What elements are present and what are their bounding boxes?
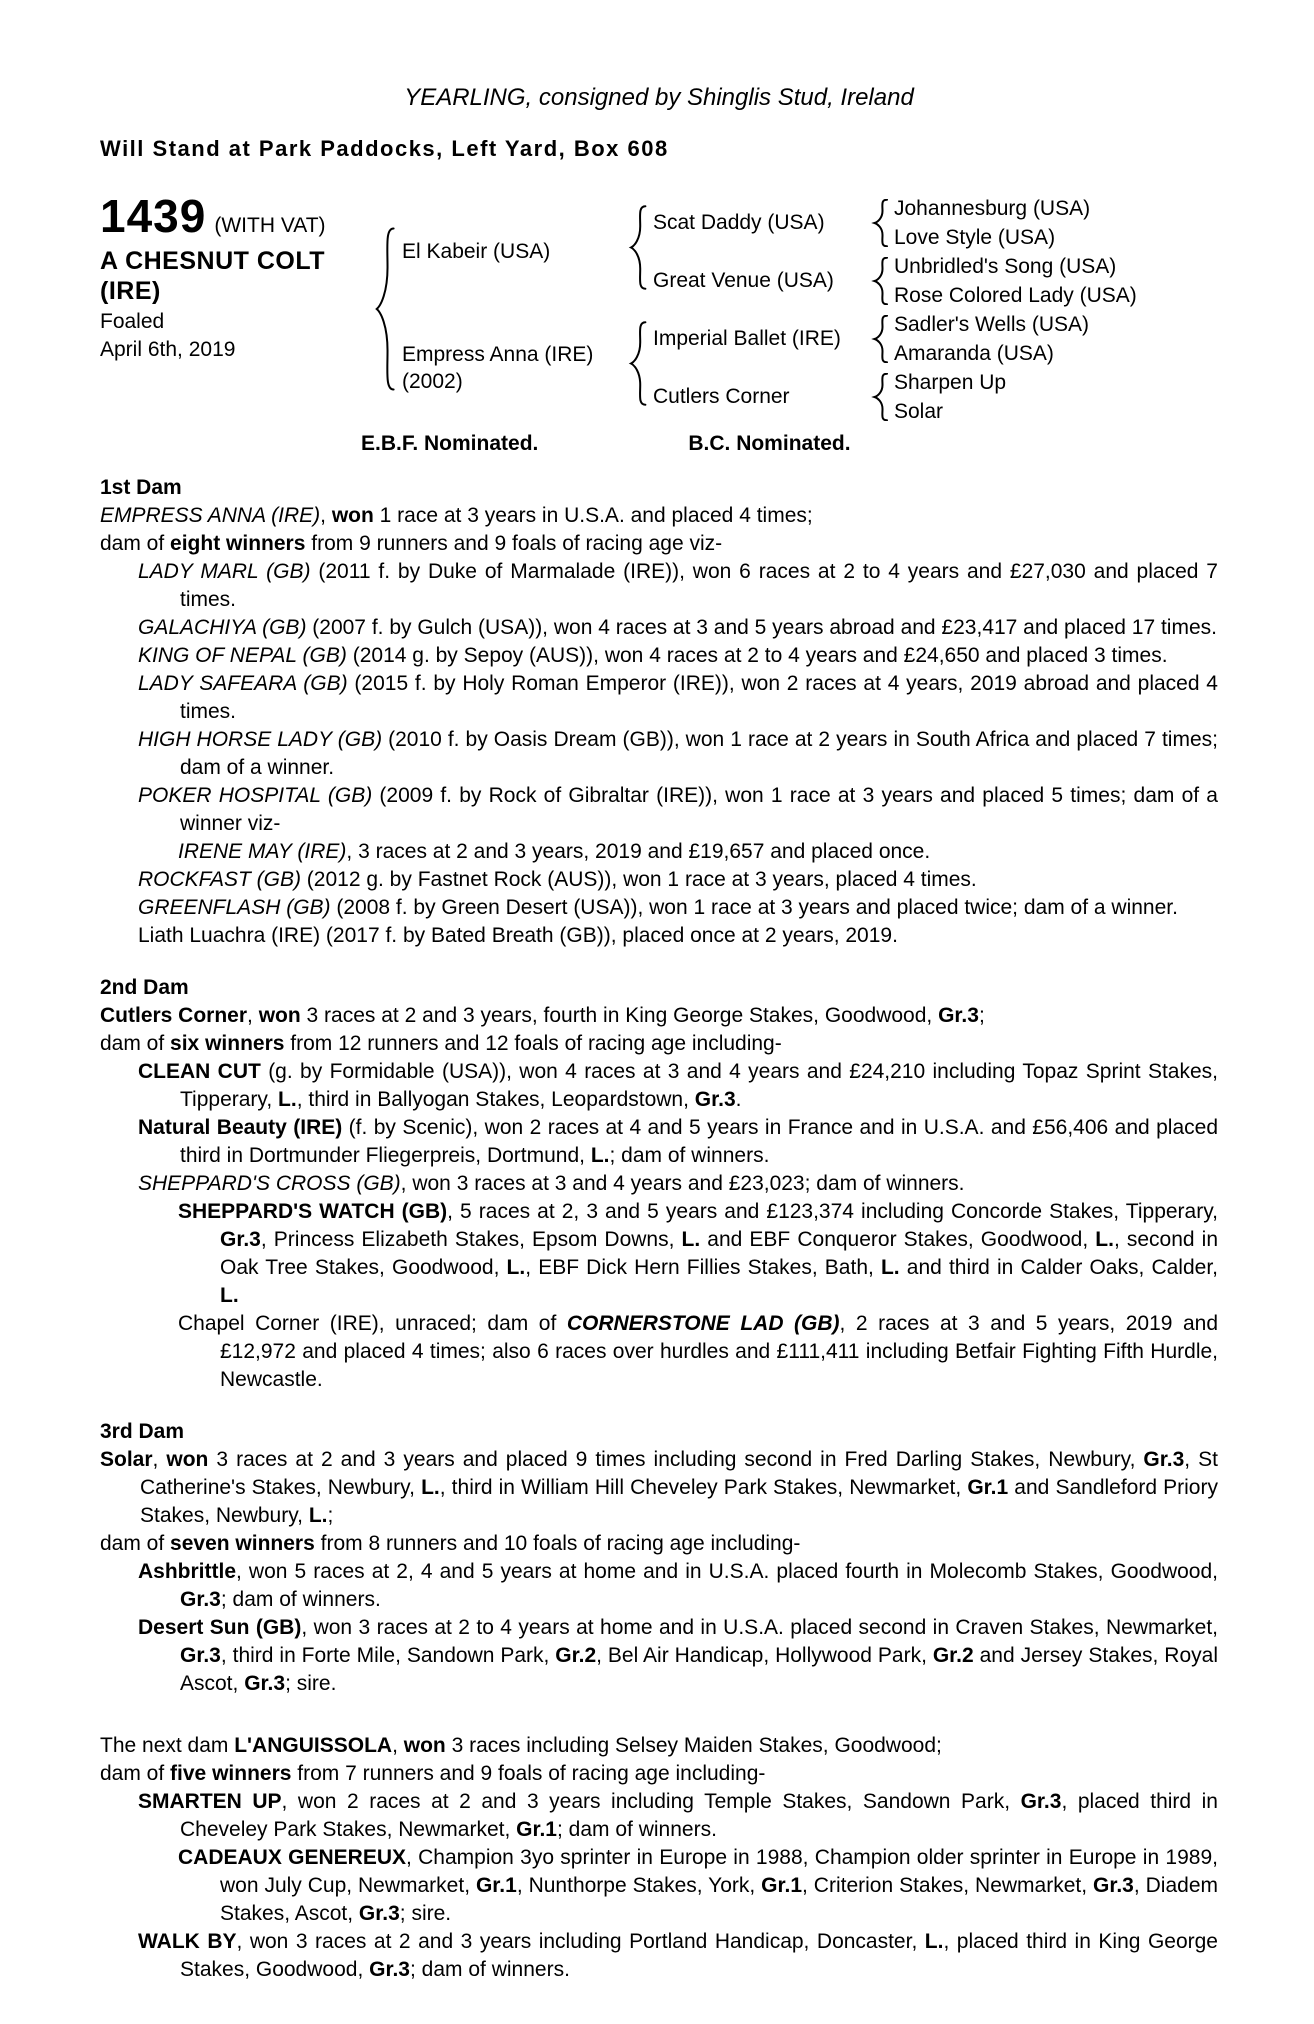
catalog-paragraph: SHEPPARD'S CROSS (GB), won 3 races at 3 and 4 years and £23,023; dam of winners. (138, 1172, 965, 1195)
horse-description-line2: (IRE) (100, 277, 161, 305)
section-paragraphs (100, 1002, 1218, 1394)
pedigree-brace-icon (627, 205, 650, 290)
lot-info (100, 190, 372, 426)
section-paragraphs (100, 502, 1218, 950)
catalog-section (100, 1418, 1218, 1698)
catalog-paragraph: Ashbrittle, won 5 races at 2, 4 and 5 years at home and in U.S.A. placed fourth in Molecomb Stakes, Goodwood, Gr.3; dam of winners. (138, 1560, 1218, 1611)
section-paragraphs (100, 1732, 1218, 1984)
catalog-paragraph: LADY SAFEARA (GB) (2015 f. by Holy Roman Emperor (IRE)), won 2 races at 4 years, 2019 abroad and placed 4 times. (138, 672, 1218, 723)
pedigree-dam-dam: Cutlers Corner (653, 385, 790, 408)
pedigree-ancestor: Solar (894, 399, 944, 423)
lot-number: 1439 (100, 190, 207, 242)
catalog-paragraph: dam of seven winners from 8 runners and 10 foals of racing age including- (100, 1532, 801, 1555)
dam-heading: 3rd Dam (100, 1420, 185, 1443)
foaled-label: Foaled (100, 310, 165, 333)
pedigree-ancestor: Love Style (USA) (894, 225, 1056, 249)
catalog-section (100, 474, 1218, 950)
pedigree-ancestor: Unbridled's Song (USA) (894, 254, 1117, 278)
catalog-paragraph: POKER HOSPITAL (GB) (2009 f. by Rock of Gibraltar (IRE)), won 1 race at 3 years and placed 5 times; dam of a winner viz- (138, 784, 1218, 835)
section-paragraphs (100, 1446, 1218, 1698)
pedigree-dam: Empress Anna (IRE) (2002) (402, 343, 594, 393)
pedigree-brace-icon (627, 321, 650, 406)
pedigree-ancestor: Sadler's Wells (USA) (894, 312, 1089, 336)
pedigree-brace-icon (871, 257, 891, 305)
catalog-paragraph: CLEAN CUT (g. by Formidable (USA)), won 4 races at 3 and 4 years and £24,210 including Topaz Sprint Stakes, Tipperary, L., third in Ballyogan Stakes, Leopardstown, Gr.3. (138, 1060, 1218, 1111)
pedigree-brace-icon (871, 199, 891, 247)
pedigree-sire-sire: Scat Daddy (USA) (653, 211, 825, 234)
catalog-paragraph: EMPRESS ANNA (IRE), won 1 race at 3 years in U.S.A. and placed 4 times; (100, 504, 813, 527)
catalog-paragraph: dam of eight winners from 9 runners and 9 foals of racing age viz- (100, 532, 723, 555)
catalog-paragraph: ROCKFAST (GB) (2012 g. by Fastnet Rock (AUS)), won 1 race at 3 years, placed 4 times. (138, 868, 977, 891)
vat-note: (WITH VAT) (214, 214, 326, 237)
pedigree-ancestor: Rose Colored Lady (USA) (894, 283, 1137, 307)
catalog-paragraph: GREENFLASH (GB) (2008 f. by Green Desert (USA)), won 1 race at 3 years and placed twice; dam of a winner. (138, 896, 1178, 919)
foaled-info (100, 308, 372, 364)
catalog-paragraph: SMARTEN UP, won 2 races at 2 and 3 years including Temple Stakes, Sandown Park, Gr.3, placed third in Cheveley Park Stakes, Newmarket, Gr.1; dam of winners. (138, 1790, 1218, 1841)
horse-description (100, 246, 372, 306)
catalog-paragraph: CADEAUX GENEREUX, Champion 3yo sprinter in Europe in 1988, Champion older sprinter in Europe in 1989, won July Cup, Newmarket, Gr.1, Nunthorpe Stakes, York, Gr.1, Criterion Stakes, Newmarket, Gr.3, Diadem Stakes, Ascot, Gr.3; sire. (178, 1846, 1218, 1925)
pedigree-dam-sire: Imperial Ballet (IRE) (653, 327, 841, 350)
consignment-header: YEARLING, consigned by Shinglis Stud, Ireland (404, 84, 914, 111)
pedigree-ancestor: Johannesburg (USA) (894, 196, 1091, 220)
lot-number-row (100, 190, 372, 242)
catalog-paragraph: Chapel Corner (IRE), unraced; dam of CORNERSTONE LAD (GB), 2 races at 3 and 5 years, 2019 and £12,972 and placed 4 times; also 6 races over hurdles and £111,411 including Betfair Fighting Fifth Hurdle, Newcastle. (178, 1312, 1218, 1391)
pedigree-brace-icon (372, 226, 399, 392)
catalog-section (100, 1732, 1218, 1984)
stand-location-line: Will Stand at Park Paddocks, Left Yard, Box 608 (100, 136, 669, 161)
catalog-paragraph: LADY MARL (GB) (2011 f. by Duke of Marmalade (IRE)), won 6 races at 2 to 4 years and £27,030 and placed 7 times. (138, 560, 1218, 611)
catalog-paragraph: Liath Luachra (IRE) (2017 f. by Bated Breath (GB)), placed once at 2 years, 2019. (138, 924, 898, 947)
catalog-paragraph: dam of five winners from 7 runners and 9 foals of racing age including- (100, 1762, 766, 1785)
catalog-paragraph: GALACHIYA (GB) (2007 f. by Gulch (USA)), won 4 races at 3 and 5 years abroad and £23,417 and placed 17 times. (138, 616, 1217, 639)
catalog-paragraph: HIGH HORSE LADY (GB) (2010 f. by Oasis Dream (GB)), won 1 race at 2 years in South Africa and placed 7 times; dam of a winner. (138, 728, 1218, 779)
catalog-paragraph: Natural Beauty (IRE) (f. by Scenic), won 2 races at 4 and 5 years in France and in U.S.A. and £56,406 and placed third in Dortmunder Fliegerpreis, Dortmund, L.; dam of winners. (138, 1116, 1218, 1167)
pedigree-brace-icon (871, 373, 891, 421)
pedigree-block (100, 190, 1218, 426)
catalog-paragraph: Cutlers Corner, won 3 races at 2 and 3 years, fourth in King George Stakes, Goodwood, Gr.3; (100, 1004, 985, 1027)
bc-nominated: B.C. Nominated. (688, 432, 851, 455)
catalog-paragraph: IRENE MAY (IRE), 3 races at 2 and 3 years, 2019 and £19,657 and placed once. (178, 840, 931, 863)
dam-heading: 1st Dam (100, 476, 182, 499)
dam-heading: 2nd Dam (100, 976, 189, 999)
pedigree-ancestor: Amaranda (USA) (894, 341, 1054, 365)
pedigree-brace-icon (871, 315, 891, 363)
pedigree-sire: El Kabeir (USA) (402, 240, 551, 263)
catalog-paragraph: WALK BY, won 3 races at 2 and 3 years including Portland Handicap, Doncaster, L., placed third in King George Stakes, Goodwood, Gr.3; dam of winners. (138, 1930, 1218, 1981)
catalog-paragraph: SHEPPARD'S WATCH (GB), 5 races at 2, 3 and 5 years and £123,374 including Concorde Stakes, Tipperary, Gr.3, Princess Elizabeth Stakes, Epsom Downs, L. and EBF Conqueror Stakes, Goodwood, L., second in Oak Tree Stakes, Goodwood, L., EBF Dick Hern Fillies Stakes, Bath, L. and third in Calder Oaks, Calder, L. (178, 1200, 1218, 1307)
catalog-section (100, 974, 1218, 1394)
catalog-sections (100, 474, 1218, 1984)
catalog-paragraph: Desert Sun (GB), won 3 races at 2 to 4 years at home and in U.S.A. placed second in Craven Stakes, Newmarket, Gr.3, third in Forte Mile, Sandown Park, Gr.2, Bel Air Handicap, Hollywood Park, Gr.2 and Jersey Stakes, Royal Ascot, Gr.3; sire. (138, 1616, 1219, 1695)
catalog-paragraph: KING OF NEPAL (GB) (2014 g. by Sepoy (AUS)), won 4 races at 2 to 4 years and £24,650 and placed 3 times. (138, 644, 1168, 667)
catalog-paragraph: dam of six winners from 12 runners and 12 foals of racing age including- (100, 1032, 782, 1055)
horse-description-line1: A CHESNUT COLT (100, 247, 326, 275)
ebf-nominated: E.B.F. Nominated. (361, 432, 539, 455)
catalog-paragraph: Solar, won 3 races at 2 and 3 years and placed 9 times including second in Fred Darling Stakes, Newbury, Gr.3, St Catherine's Stakes, Newbury, L., third in William Hill Cheveley Park Stakes, Newmarket, Gr.1 and Sandleford Priory Stakes, Newbury, L.; (100, 1448, 1218, 1527)
catalog-paragraph: The next dam L'ANGUISSOLA, won 3 races including Selsey Maiden Stakes, Goodwood; (100, 1734, 942, 1757)
pedigree-tree (372, 194, 1218, 426)
foaled-date: April 6th, 2019 (100, 338, 236, 361)
pedigree-ancestor: Sharpen Up (894, 370, 1007, 394)
nominations-line (100, 430, 1218, 458)
pedigree-sire-dam: Great Venue (USA) (653, 269, 834, 292)
